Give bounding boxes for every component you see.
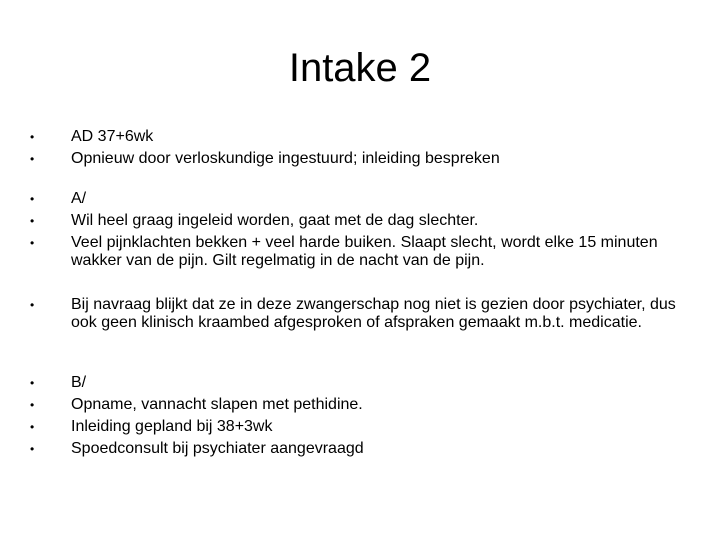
bullet-group-anamnese [30, 190, 690, 274]
bullet-group-beleid [30, 374, 690, 462]
list-item [30, 440, 690, 458]
list-item-text: Wil heel graag ingeleid worden, gaat met de dag slechter. [71, 212, 479, 229]
list-item [30, 418, 690, 436]
bullet-icon: • [30, 376, 35, 390]
bullet-icon: • [30, 152, 35, 166]
list-item [30, 150, 690, 168]
bullet-group-intake [30, 128, 690, 172]
bullet-icon: • [30, 398, 35, 412]
list-item-text: Bij navraag blijkt dat ze in deze zwangerschap nog niet is gezien door psychiater, dus ook geen klinisch kraambed afgesproken of afspraken gemaakt m.b.t. medicatie. [71, 296, 676, 331]
list-item [30, 128, 690, 146]
slide-title: Intake 2 [288, 46, 432, 90]
bullet-icon: • [30, 420, 35, 434]
bullet-group-psychiatrie [30, 296, 690, 336]
bullet-icon: • [30, 214, 35, 228]
bullet-icon: • [30, 442, 35, 456]
list-item [30, 190, 690, 208]
list-item-text: Inleiding gepland bij 38+3wk [71, 418, 273, 435]
list-item-text: Veel pijnklachten bekken + veel harde buiken. Slaapt slecht, wordt elke 15 minuten wakker van de pijn. Gilt regelmatig in de nacht van de pijn. [71, 234, 658, 269]
list-item [30, 234, 690, 270]
list-item [30, 296, 690, 332]
list-item-text: Opname, vannacht slapen met pethidine. [71, 396, 363, 413]
bullet-icon: • [30, 130, 35, 144]
bullet-icon: • [30, 192, 35, 206]
list-item [30, 396, 690, 414]
bullet-icon: • [30, 236, 35, 250]
list-item [30, 374, 690, 392]
list-item-text: Opnieuw door verloskundige ingestuurd; inleiding bespreken [71, 150, 500, 167]
bullet-icon: • [30, 298, 35, 312]
list-item-text: A/ [71, 190, 87, 207]
list-item-text: B/ [71, 374, 87, 391]
list-item-text: Spoedconsult bij psychiater aangevraagd [71, 440, 364, 457]
list-item [30, 212, 690, 230]
list-item-text: AD 37+6wk [71, 128, 154, 145]
